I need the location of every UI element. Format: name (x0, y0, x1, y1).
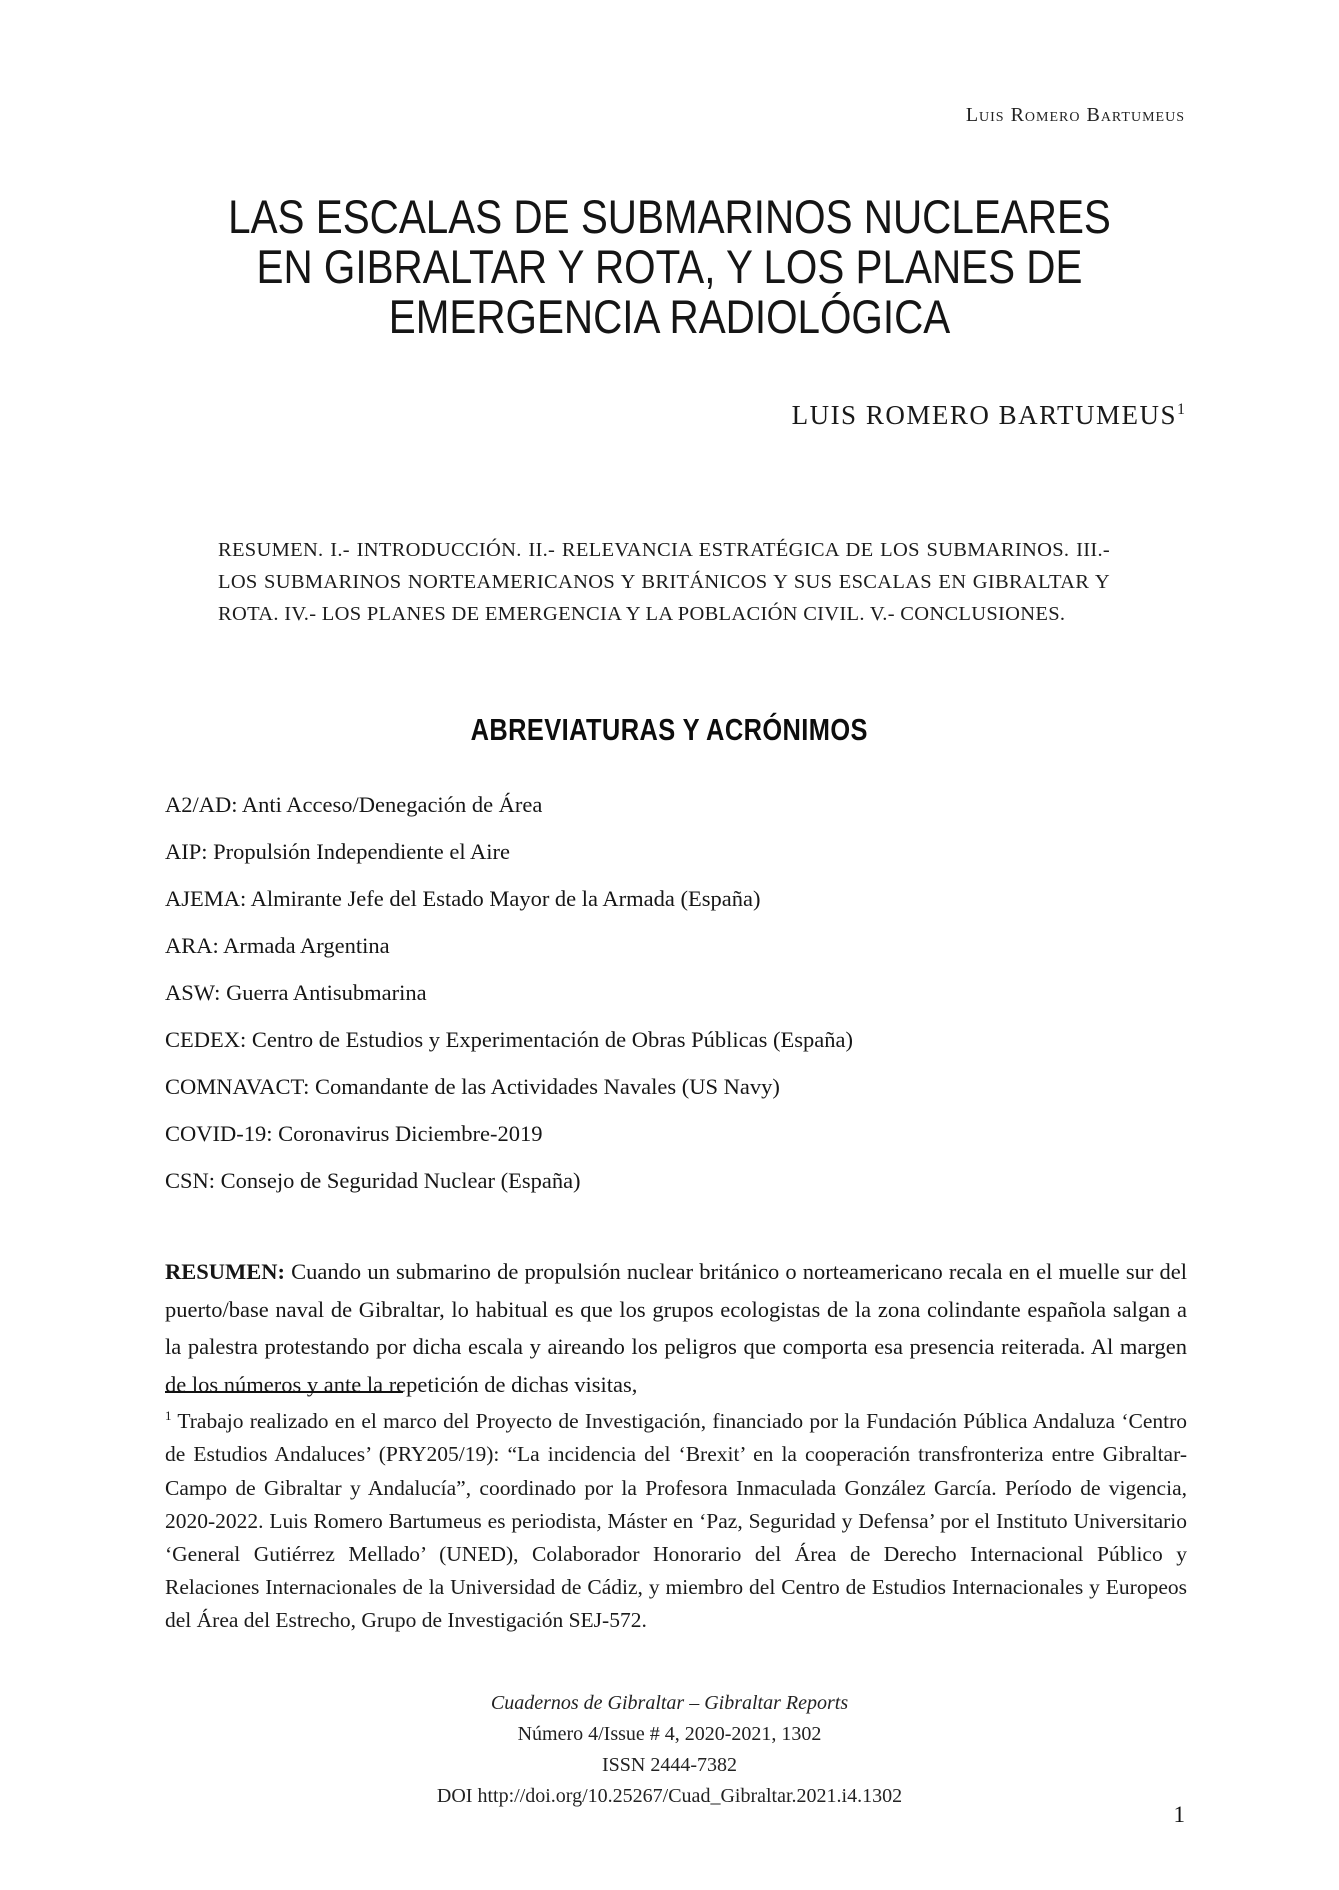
abbreviation-separator: : (266, 1121, 279, 1146)
abbreviation-definition: Consejo de Seguridad Nuclear (España) (220, 1168, 581, 1193)
footnote-text: Trabajo realizado en el marco del Proyecto de Investigación, financiado por la Fundación Pública Andaluza ‘Centro de Estudios Andaluces’ (PRY205/19): “La incidencia del ‘Brexit’ en la cooperación transfronteriza entre Gibraltar-Campo de Gibraltar y Andalucía”, coordinado por la Profesora Inmaculada González García. Período de vigencia, 2020-2022. Luis Romero Bartumeus es periodista, Máster en ‘Paz, Seguridad y Defensa’ por el Instituto Universitario ‘General Gutiérrez Mellado’ (UNED), Colaborador Honorario del Área de Derecho Internacional Público y Relaciones Internacionales de la Universidad de Cádiz, y miembro del Centro de Estudios Internacionales y Europeos del Área del Estrecho, Grupo de Investigación SEJ-572. (165, 1409, 1187, 1633)
footnote (165, 1399, 1187, 1638)
title-line-2: EN GIBRALTAR Y ROTA, Y LOS PLANES DE (256, 240, 1083, 293)
footnote-mark: 1 (165, 1408, 172, 1423)
abbreviation-item (165, 1119, 1187, 1149)
abbreviations-list (165, 790, 1187, 1213)
abbreviation-term: CSN (165, 1168, 209, 1193)
abbreviation-term: COMNAVACT (165, 1074, 304, 1099)
abbreviation-separator: : (212, 933, 224, 958)
journal-title: Cuadernos de Gibraltar – Gibraltar Reports (490, 1692, 849, 1714)
abbreviation-separator: : (214, 980, 227, 1005)
abbreviation-definition: Coronavirus Diciembre-2019 (278, 1121, 543, 1146)
abbreviation-definition: Guerra Antisubmarina (226, 980, 427, 1005)
abbreviation-separator: : (240, 1027, 252, 1052)
abbreviation-item (165, 931, 1187, 961)
abbreviation-item (165, 790, 1187, 820)
abbreviation-term: AIP (165, 839, 202, 864)
abbreviation-term: ARA (165, 933, 213, 958)
abstract-text: Cuando un submarino de propulsión nuclear británico o norteamericano recala en el muelle sur del puerto/base naval de Gibraltar, lo habitual es que los grupos ecologistas de la zona colindante española salgan a la palestra protestando por dicha escala y aireando los peligros que comporta esa presencia reiterada. Al margen de los números y ante la repetición de dichas visitas, (165, 1259, 1187, 1397)
journal-issn: ISSN 2444-7382 (601, 1754, 737, 1776)
abbreviation-term: CEDEX (165, 1027, 240, 1052)
author-name (792, 400, 1185, 431)
abstract-paragraph (165, 1253, 1187, 1403)
abbreviation-term: AJEMA (165, 886, 241, 911)
running-header: Luis Romero Bartumeus (965, 104, 1185, 126)
abbreviation-definition: Anti Acceso/Denegación de Área (241, 792, 543, 817)
abstract-label: RESUMEN: (165, 1259, 286, 1284)
abbreviation-definition: Armada Argentina (223, 933, 390, 958)
abbreviation-term: COVID-19 (165, 1121, 267, 1146)
author-text: LUIS ROMERO BARTUMEUS (791, 400, 1177, 430)
section-heading-text: ABREVIATURAS Y ACRÓNIMOS (470, 712, 869, 747)
abbreviation-item (165, 1025, 1187, 1055)
abbreviation-term: A2/AD (165, 792, 232, 817)
title-line-1: LAS ESCALAS DE SUBMARINOS NUCLEARES (228, 190, 1111, 243)
journal-footer (0, 1688, 1339, 1812)
journal-issue: Número 4/Issue # 4, 2020-2021, 1302 (517, 1723, 822, 1745)
abbreviation-item (165, 1166, 1187, 1196)
footnote-separator-rule (165, 1391, 403, 1393)
journal-doi: DOI http://doi.org/10.25267/Cuad_Gibraltar.2021.i4.1302 (436, 1785, 903, 1807)
abbreviation-separator: : (231, 792, 242, 817)
article-title (0, 192, 1339, 342)
author-footnote-mark: 1 (1177, 401, 1185, 418)
abbreviation-item (165, 884, 1187, 914)
abbreviation-definition: Comandante de las Actividades Navales (US Navy) (314, 1074, 780, 1099)
abbreviation-separator: : (201, 839, 214, 864)
abbreviation-item (165, 1072, 1187, 1102)
summary-outline: RESUMEN. I.- INTRODUCCIÓN. II.- RELEVANCIA ESTRATÉGICA DE LOS SUBMARINOS. III.- LOS SUBMARINOS NORTEAMERICANOS Y BRITÁNICOS Y SUS ESCALAS EN GIBRALTAR Y ROTA. IV.- LOS PLANES DE EMERGENCIA Y LA POBLACIÓN CIVIL. V.- CONCLUSIONES. (218, 539, 1110, 625)
abbreviation-term: ASW (165, 980, 215, 1005)
section-heading-abbreviations (0, 712, 1339, 748)
abbreviation-item (165, 978, 1187, 1008)
abbreviation-separator: : (208, 1168, 221, 1193)
abbreviation-definition: Propulsión Independiente el Aire (213, 839, 510, 864)
abbreviation-separator: : (303, 1074, 315, 1099)
title-line-3: EMERGENCIA RADIOLÓGICA (388, 290, 951, 343)
abbreviation-item (165, 837, 1187, 867)
abbreviation-separator: : (240, 886, 251, 911)
abbreviation-definition: Centro de Estudios y Experimentación de Obras Públicas (España) (251, 1027, 853, 1052)
abbreviation-definition: Almirante Jefe del Estado Mayor de la Armada (España) (250, 886, 761, 911)
page-number: 1 (1173, 1802, 1185, 1827)
